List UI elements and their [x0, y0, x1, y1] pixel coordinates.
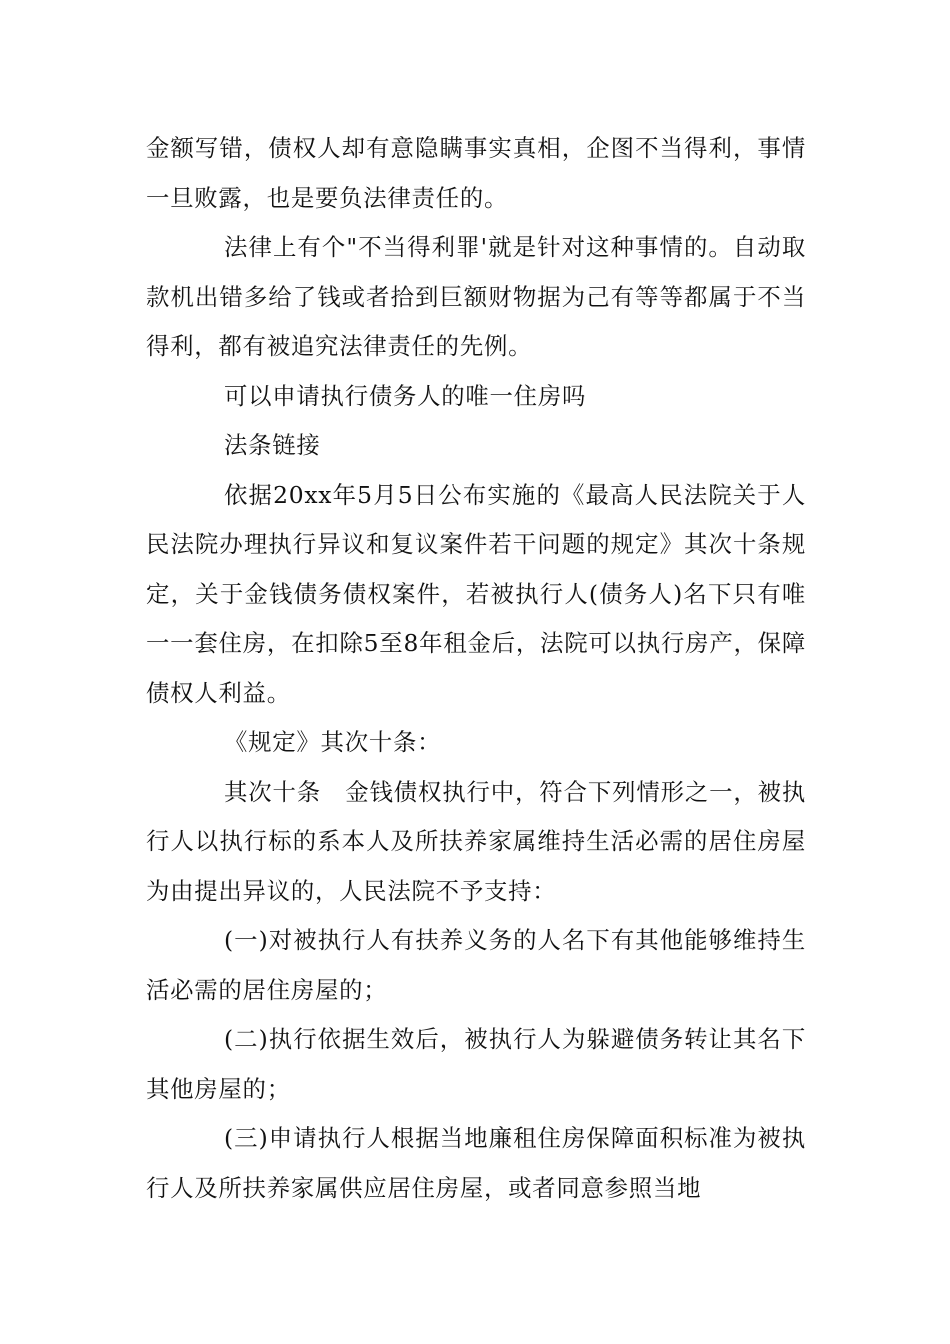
- paragraph-legal-basis: 依据20xx年5月5日公布实施的《最高人民法院关于人民法院办理执行异议和复议案件若干问题的规定》其次十条规定，关于金钱债务债权案件，若被执行人(债务人)名下只有唯一一套住房，在扣除5至8年租金后，法院可以执行房产，保障债权人利益。: [146, 480, 806, 707]
- paragraph-unjust-enrichment-crime: 法律上有个"不当得利罪'就是针对这种事情的。自动取款机出错多给了钱或者拾到巨额财物据为己有等等都属于不当得利，都有被追究法律责任的先例。: [146, 233, 806, 360]
- paragraph-unjust-enrichment-tail: 金额写错，债权人却有意隐瞒事实真相，企图不当得利，事情一旦败露，也是要负法律责任的。: [146, 134, 806, 212]
- section-heading-law-link: 法条链接: [224, 431, 321, 459]
- document-body: [146, 124, 806, 1213]
- list-item-two: (二)执行依据生效后，被执行人为躲避债务转让其名下其他房屋的；: [146, 1025, 806, 1103]
- list-item-one: (一)对被执行人有扶养义务的人名下有其他能够维持生活必需的居住房屋的；: [146, 926, 806, 1004]
- section-heading-sole-residence: 可以申请执行债务人的唯一住房吗: [224, 381, 587, 410]
- list-item-three: (三)申请执行人根据当地廉租住房保障面积标准为被执行人及所扶养家属供应居住房屋，或者同意参照当地: [146, 1124, 806, 1202]
- paragraph-article-twenty: 其次十条 金钱债权执行中，符合下列情形之一，被执行人以执行标的系本人及所扶养家属维持生活必需的居住房屋为由提出异议的，人民法院不予支持：: [146, 777, 806, 905]
- paragraph-regulation-title: 《规定》其次十条：: [224, 728, 442, 756]
